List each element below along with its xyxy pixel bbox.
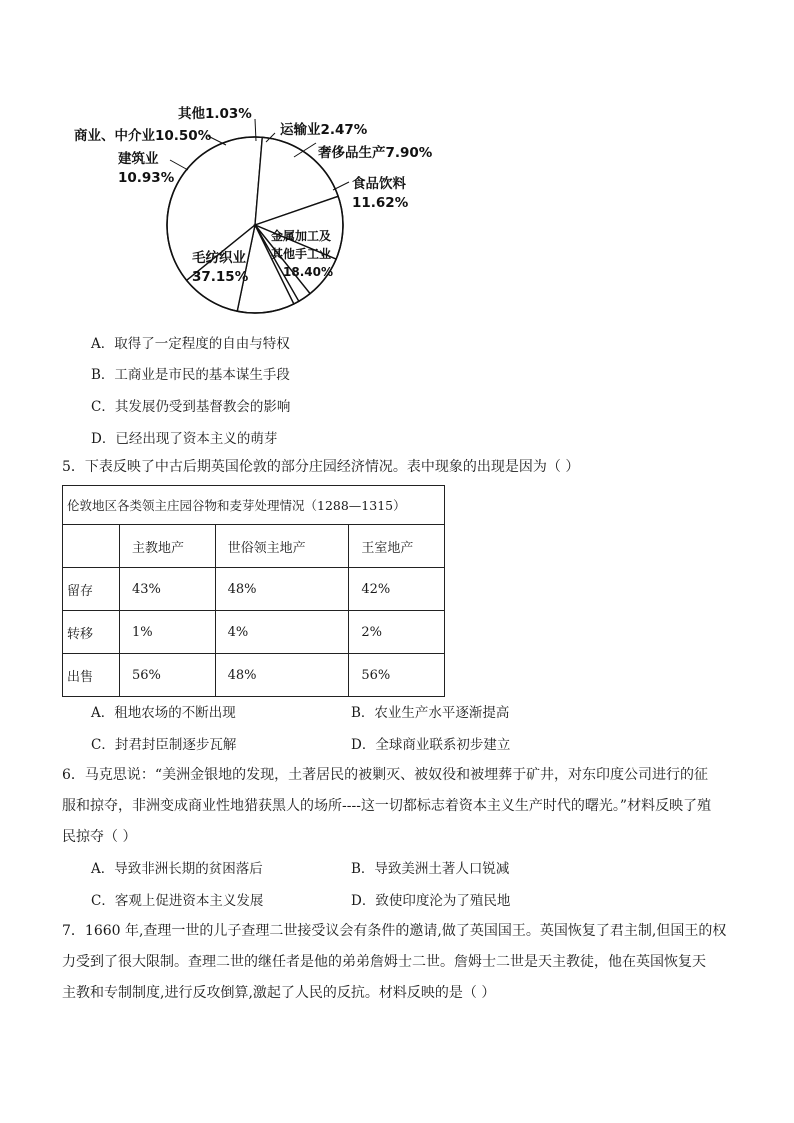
pie-label-other: 其他1.03% [178,106,252,122]
q4-option-c[interactable]: C．其发展仍受到基督教会的影响 [91,399,291,415]
manor-data-table [62,485,445,697]
table-cell: 4% [215,611,349,654]
leader-line-construction [170,160,188,170]
table-row-label: 留存 [63,568,120,611]
q5-option-d[interactable]: D．全球商业联系初步建立 [351,737,511,753]
pie-label-construction-pct: 10.93% [118,170,175,186]
q6-option-c[interactable]: C．客观上促进资本主义发展 [91,893,264,909]
q4-option-d[interactable]: D．已经出现了资本主义的萌芽 [91,431,278,447]
q6-stem-line1: 6．马克思说：“美洲金银地的发现，土著居民的被剿灭、被奴役和被埋葬于矿井，对东印度公司进行的征 [62,767,709,783]
q5-option-c[interactable]: C．封君封臣制逐步瓦解 [91,737,237,753]
q5-stem: 5．下表反映了中古后期英国伦敦的部分庄园经济情况。表中现象的出现是因为（ ） [62,459,580,475]
table-row [63,568,445,611]
table-header-cell: 世俗领主地产 [215,525,349,568]
leader-line-food [333,182,349,190]
table-row-label: 出售 [63,654,120,697]
pie-label-luxury: 奢侈品生产7.90% [318,145,433,161]
q5-option-a[interactable]: A．租地农场的不断出现 [91,705,236,721]
table-header-cell: 王室地产 [349,525,445,568]
table-header-cell [63,525,120,568]
q7-stem-line2: 力受到了很大限制。查理二世的继任者是他的弟弟詹姆士二世。詹姆士二世是天主教徒，他在英国恢复天 [62,954,706,970]
pie-label-transport: 运输业2.47% [280,122,368,138]
q7-stem-line3: 主教和专制制度,进行反攻倒算,激起了人民的反抗。材料反映的是（ ） [62,985,496,1001]
pie-label-wool-name: 毛纺织业 [192,250,246,266]
table-cell: 48% [215,654,349,697]
q7-stem-line1: 7．1660 年,查理一世的儿子查理二世接受议会有条件的邀请,做了英国国王。英国恢复了君主制,但国王的权 [62,923,727,939]
table-row-label: 转移 [63,611,120,654]
pie-label-food-name: 食品饮料 [352,176,406,192]
table-caption-row [63,486,445,525]
q5-option-b[interactable]: B．农业生产水平逐渐提高 [351,705,510,721]
q4-option-a[interactable]: A．取得了一定程度的自由与特权 [91,336,290,352]
pie-label-commerce: 商业、中介业10.50% [74,128,212,144]
table-header-cell: 主教地产 [120,525,216,568]
table-row [63,611,445,654]
pie-slices [167,137,343,313]
pie-chart [0,0,794,340]
table-row [63,654,445,697]
pie-label-construction-name: 建筑业 [118,151,159,167]
table-cell: 42% [349,568,445,611]
q6-option-a[interactable]: A．导致非洲长期的贫困落后 [91,861,263,877]
table-cell: 43% [120,568,216,611]
q4-option-b[interactable]: B．工商业是市民的基本谋生手段 [91,367,290,383]
table-caption: 伦敦地区各类领主庄园谷物和麦芽处理情况（1288—1315） [63,486,445,525]
pie-label-metal-line2: 其他手工业 [271,247,332,261]
pie-label-food-pct: 11.62% [352,195,409,211]
q6-stem-line3: 民掠夺（ ） [62,829,137,845]
q6-stem-line2: 服和掠夺，非洲变成商业性地猎获黑人的场所----这一切都标志着资本主义生产时代的曙光。”材料反映了殖 [62,798,712,814]
q6-option-b[interactable]: B．导致美洲土著人口锐减 [351,861,510,877]
table-cell: 2% [349,611,445,654]
table-cell: 48% [215,568,349,611]
table-cell: 1% [120,611,216,654]
pie-label-metal-pct: 18.40% [283,265,333,279]
q6-option-d[interactable]: D．致使印度沦为了殖民地 [351,893,511,909]
table-header-row [63,525,445,568]
table-cell: 56% [349,654,445,697]
pie-label-wool-pct: 37.15% [192,269,249,285]
pie-label-metal-line1: 金属加工及 [271,229,332,243]
table-cell: 56% [120,654,216,697]
